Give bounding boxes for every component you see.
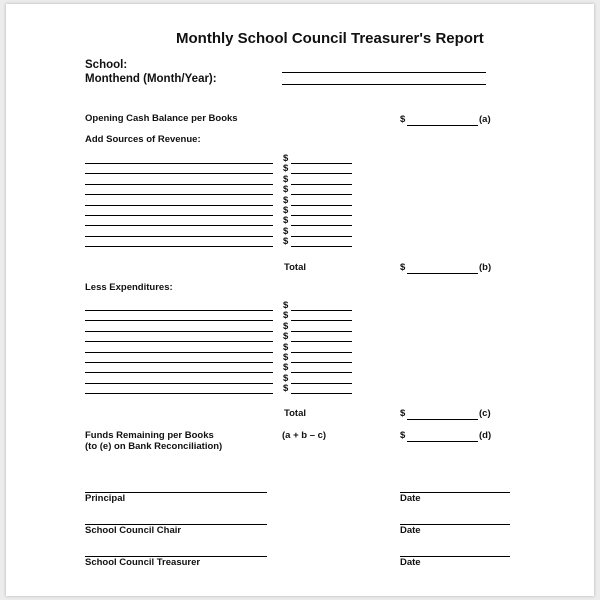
monthend-label: Monthend (Month/Year): (85, 73, 217, 85)
expenditure-row-amount-line[interactable] (291, 352, 352, 353)
opening-suffix: (a) (479, 114, 491, 125)
revenue-row-dollar: $ (283, 163, 289, 175)
revenue-row-amount-line[interactable] (291, 173, 352, 174)
revenue-row-description-line[interactable] (85, 205, 273, 206)
revenue-row-dollar: $ (283, 205, 289, 216)
funds-remaining-label: Funds Remaining per Books (85, 430, 214, 441)
expenditure-row-amount-line[interactable] (291, 341, 352, 342)
revenue-row-dollar: $ (283, 215, 289, 227)
treasurer-label: School Council Treasurer (85, 557, 201, 568)
revenue-row-dollar: $ (283, 153, 289, 164)
revenue-row-amount-line[interactable] (291, 225, 352, 226)
expenditure-row-description-line[interactable] (85, 310, 273, 311)
revenue-row-amount-line[interactable] (291, 236, 352, 237)
revenue-row-description-line[interactable] (85, 194, 273, 195)
expenditure-row-dollar: $ (283, 331, 289, 343)
chair-label: School Council Chair (85, 525, 182, 536)
expenditure-row-dollar: $ (283, 352, 289, 363)
expenditures-total-suffix: (c) (479, 408, 491, 419)
revenue-row-dollar: $ (283, 184, 289, 196)
expenditure-row-dollar: $ (283, 300, 289, 311)
revenue-row-description-line[interactable] (85, 184, 273, 185)
expenditures-total-dollar: $ (400, 408, 406, 419)
principal-date-label: Date (400, 493, 421, 504)
revenue-row-amount-line[interactable] (291, 215, 352, 216)
expenditure-row-dollar: $ (283, 320, 289, 332)
revenue-total-label: Total (284, 262, 306, 273)
expenditure-row-description-line[interactable] (85, 362, 273, 363)
revenue-row-amount-line[interactable] (291, 163, 352, 164)
revenue-row-description-line[interactable] (85, 173, 273, 174)
revenue-row-amount-line[interactable] (291, 205, 352, 206)
expenditure-row-description-line[interactable] (85, 320, 273, 321)
expenditures-total-line[interactable] (407, 419, 478, 420)
funds-suffix: (d) (479, 430, 492, 441)
revenue-row-amount-line[interactable] (291, 184, 352, 185)
revenue-row-dollar: $ (283, 194, 289, 206)
revenue-heading: Add Sources of Revenue: (85, 134, 201, 145)
revenue-total-dollar: $ (400, 262, 406, 273)
revenue-row-description-line[interactable] (85, 163, 273, 164)
funds-remaining-note: (to (e) on Bank Reconciliation) (85, 441, 223, 452)
expenditure-row-amount-line[interactable] (291, 310, 352, 311)
expenditure-row-amount-line[interactable] (291, 383, 352, 384)
expenditure-row-amount-line[interactable] (291, 372, 352, 373)
opening-amount-line[interactable] (407, 125, 478, 126)
revenue-row-dollar: $ (283, 236, 289, 248)
expenditures-heading: Less Expenditures: (85, 282, 173, 293)
revenue-row-dollar: $ (283, 173, 289, 185)
expenditure-row-description-line[interactable] (85, 341, 273, 342)
expenditure-row-dollar: $ (283, 383, 289, 395)
expenditure-row-dollar: $ (283, 372, 289, 384)
expenditure-row-description-line[interactable] (85, 393, 273, 394)
monthend-field-line[interactable] (282, 84, 486, 85)
revenue-row-amount-line[interactable] (291, 194, 352, 195)
expenditure-row-description-line[interactable] (85, 383, 273, 384)
revenue-row-description-line[interactable] (85, 225, 273, 226)
funds-formula: (a + b – c) (282, 430, 327, 441)
revenue-row-description-line[interactable] (85, 215, 273, 216)
school-label: School: (85, 59, 128, 71)
chair-date-label: Date (400, 525, 421, 536)
funds-dollar: $ (400, 430, 406, 441)
expenditure-row-dollar: $ (283, 362, 289, 374)
expenditure-row-amount-line[interactable] (291, 393, 352, 394)
expenditure-row-dollar: $ (283, 341, 289, 353)
expenditure-row-amount-line[interactable] (291, 320, 352, 321)
principal-label: Principal (85, 493, 126, 504)
revenue-row-description-line[interactable] (85, 236, 273, 237)
revenue-row-amount-line[interactable] (291, 246, 352, 247)
revenue-row-description-line[interactable] (85, 246, 273, 247)
revenue-total-suffix: (b) (479, 262, 492, 273)
revenue-total-line[interactable] (407, 273, 478, 274)
expenditures-total-label: Total (284, 408, 306, 419)
treasurer-date-label: Date (400, 557, 421, 568)
page-title: Monthly School Council Treasurer's Report (176, 30, 484, 47)
report-page (6, 4, 594, 596)
expenditure-row-dollar: $ (283, 310, 289, 322)
expenditure-row-amount-line[interactable] (291, 331, 352, 332)
funds-amount-line[interactable] (407, 441, 478, 442)
expenditure-row-description-line[interactable] (85, 331, 273, 332)
school-field-line[interactable] (282, 72, 486, 73)
revenue-row-dollar: $ (283, 225, 289, 237)
expenditure-row-description-line[interactable] (85, 352, 273, 353)
opening-dollar: $ (400, 114, 406, 125)
expenditure-row-description-line[interactable] (85, 372, 273, 373)
expenditure-row-amount-line[interactable] (291, 362, 352, 363)
opening-balance-label: Opening Cash Balance per Books (85, 113, 238, 124)
